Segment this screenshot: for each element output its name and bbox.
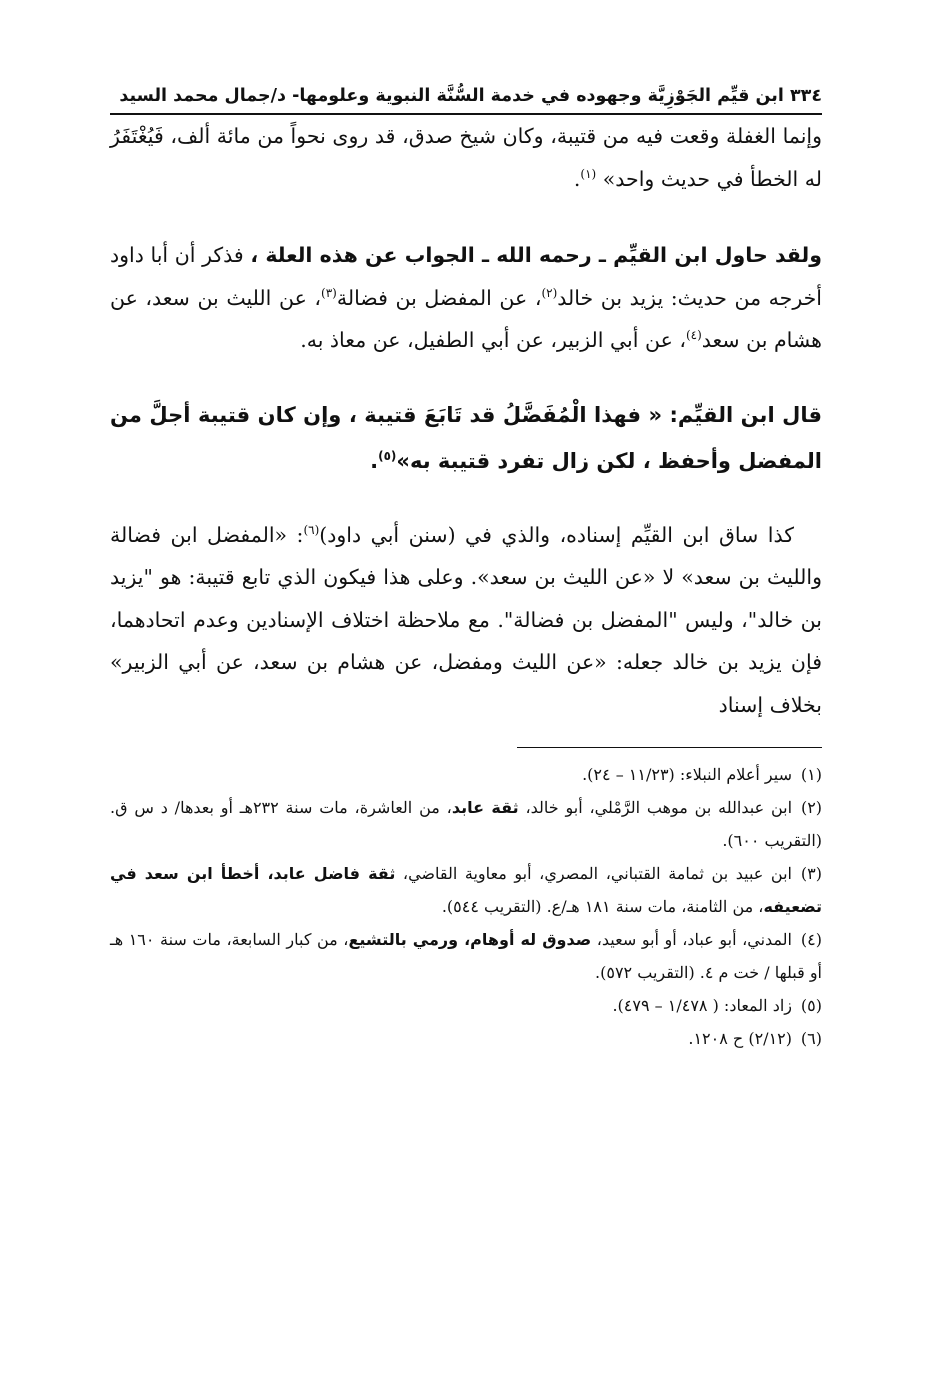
footnote-ref-5: (٥) — [378, 448, 397, 463]
paragraph-1-text: وإنما الغفلة وقعت فيه من قتيبة، وكان شيخ صدق، قد روى نحواً من مائة ألف، فَيُغْتَفَرُ له الخطأ في حديث واحد» — [110, 124, 822, 191]
footnote-2 — [110, 791, 822, 857]
footnote-6-text: (٢/١٢) ح ١٢٠٨. — [688, 1029, 792, 1048]
footnote-3-text-a: ابن عبيد بن ثمامة القتباني، المصري، أبو معاوية القاضي، — [395, 864, 793, 883]
footnote-separator — [517, 747, 822, 748]
paragraph-2-text-c: ، عن الليث بن سعد، عن هشام بن سعد — [110, 285, 822, 352]
footnote-4-number: (٤) — [800, 930, 822, 949]
footnote-2-number: (٢) — [800, 798, 823, 817]
page-number: ٣٣٤ — [789, 86, 822, 106]
paragraph-3-text-b: : «المفضل ابن فضالة والليث بن سعد» لا «عن الليث بن سعد». وعلى هذا فيكون الذي تابع قتيبة: هو "يزيد بن خالد"، وليس "المفضل بن فضالة". مع ملاحظة اختلاف الإسنادين وعدم اتحادهما، فإن يزيد بن خالد جعله: «عن الليث ومفضل، عن هشام بن سعد، عن أبي الزبير» بخلاف إسناد — [110, 522, 822, 717]
footnote-3-number: (٣) — [800, 864, 823, 883]
footnote-2-bold: ثقة عابد — [451, 798, 519, 817]
paragraph-2-text-a: فذكر أن أبا داود أخرجه من حديث: يزيد بن خالد — [110, 243, 823, 310]
footnote-ref-6: (٦) — [303, 522, 320, 537]
paragraph-2-bold-lead: ولقد حاول ابن القيِّم ـ رحمه الله ـ الجواب عن هذه العلة ، — [250, 243, 822, 267]
footnote-4-text-a: المدني، أبو عباد، أو أبو سعيد، — [591, 930, 792, 949]
footnote-4 — [110, 923, 822, 989]
paragraph-2-text-b: ، عن المفضل بن فضالة — [336, 285, 542, 310]
footnote-2-text-a: ابن عبدالله بن موهب الرَّمْلي، أبو خالد، — [518, 798, 793, 817]
footnote-4-text-c: ، من كبار السابعة، مات سنة ١٦٠ هـ أو قبلها / خت م ٤. (التقريب ٥٧٢). — [110, 930, 822, 982]
quote-paragraph — [110, 392, 822, 484]
footnote-6 — [110, 1022, 822, 1055]
footnote-2-text-c: ، من العاشرة، مات سنة ٢٣٢هـ أو بعدها/ د س ق. (التقريب ٦٠٠). — [110, 798, 822, 850]
running-header — [110, 82, 822, 110]
paragraph-2-text-d: ، عن أبي الزبير، عن أبي الطفيل، عن معاذ به. — [300, 328, 686, 352]
footnote-3 — [110, 857, 822, 923]
paragraph-1-end: . — [573, 166, 581, 191]
footnote-ref-3: (٣) — [321, 285, 337, 300]
footnote-5-text: زاد المعاد: ( ١/٤٧٨ – ٤٧٩). — [612, 996, 792, 1015]
book-page — [110, 82, 822, 1055]
header-title: ابن قيِّم الجَوْزِيَّة وجهوده في خدمة السُّنَّة النبوية وعلومها- د/جمال محمد السيد — [119, 86, 784, 106]
footnote-6-number: (٦) — [800, 1029, 822, 1048]
quote-end: . — [370, 448, 379, 473]
footnote-ref-2: (٢) — [541, 285, 558, 300]
footnote-ref-1: (١) — [580, 166, 597, 181]
footnote-3-text-c: ، من الثامنة، مات سنة ١٨١ هـ/ع. (التقريب ٥٤٤). — [441, 897, 764, 916]
footnote-1 — [110, 758, 822, 791]
footnote-5-number: (٥) — [800, 996, 822, 1015]
footnote-4-bold: صدوق له أوهام، ورمي بالتشيع — [348, 930, 592, 949]
footnotes — [110, 758, 822, 1055]
footnote-5 — [110, 989, 822, 1022]
footnote-3-bold: ثقة فاضل عابد، أخطأ ابن سعد في تضعيفه — [110, 864, 822, 916]
paragraph-2 — [110, 234, 822, 362]
paragraph-3 — [110, 514, 822, 727]
footnote-1-text: سير أعلام النبلاء: (١١/٢٣ – ٢٤). — [582, 765, 792, 784]
quote-text: قال ابن القيِّم: « فهذا الْمُفَضَّلُ قد تَابَعَ قتيبة ، وإن كان قتيبة أجلَّ من المفضل وأحفظ ، لكن زال تفرد قتيبة به» — [110, 402, 822, 473]
paragraph-3-text-a: كذا ساق ابن القيِّم إسناده، والذي في (سنن أبي داود) — [319, 522, 795, 547]
footnote-ref-4: (٤) — [685, 328, 702, 343]
footnote-1-number: (١) — [800, 765, 822, 784]
paragraph-1 — [110, 115, 822, 200]
